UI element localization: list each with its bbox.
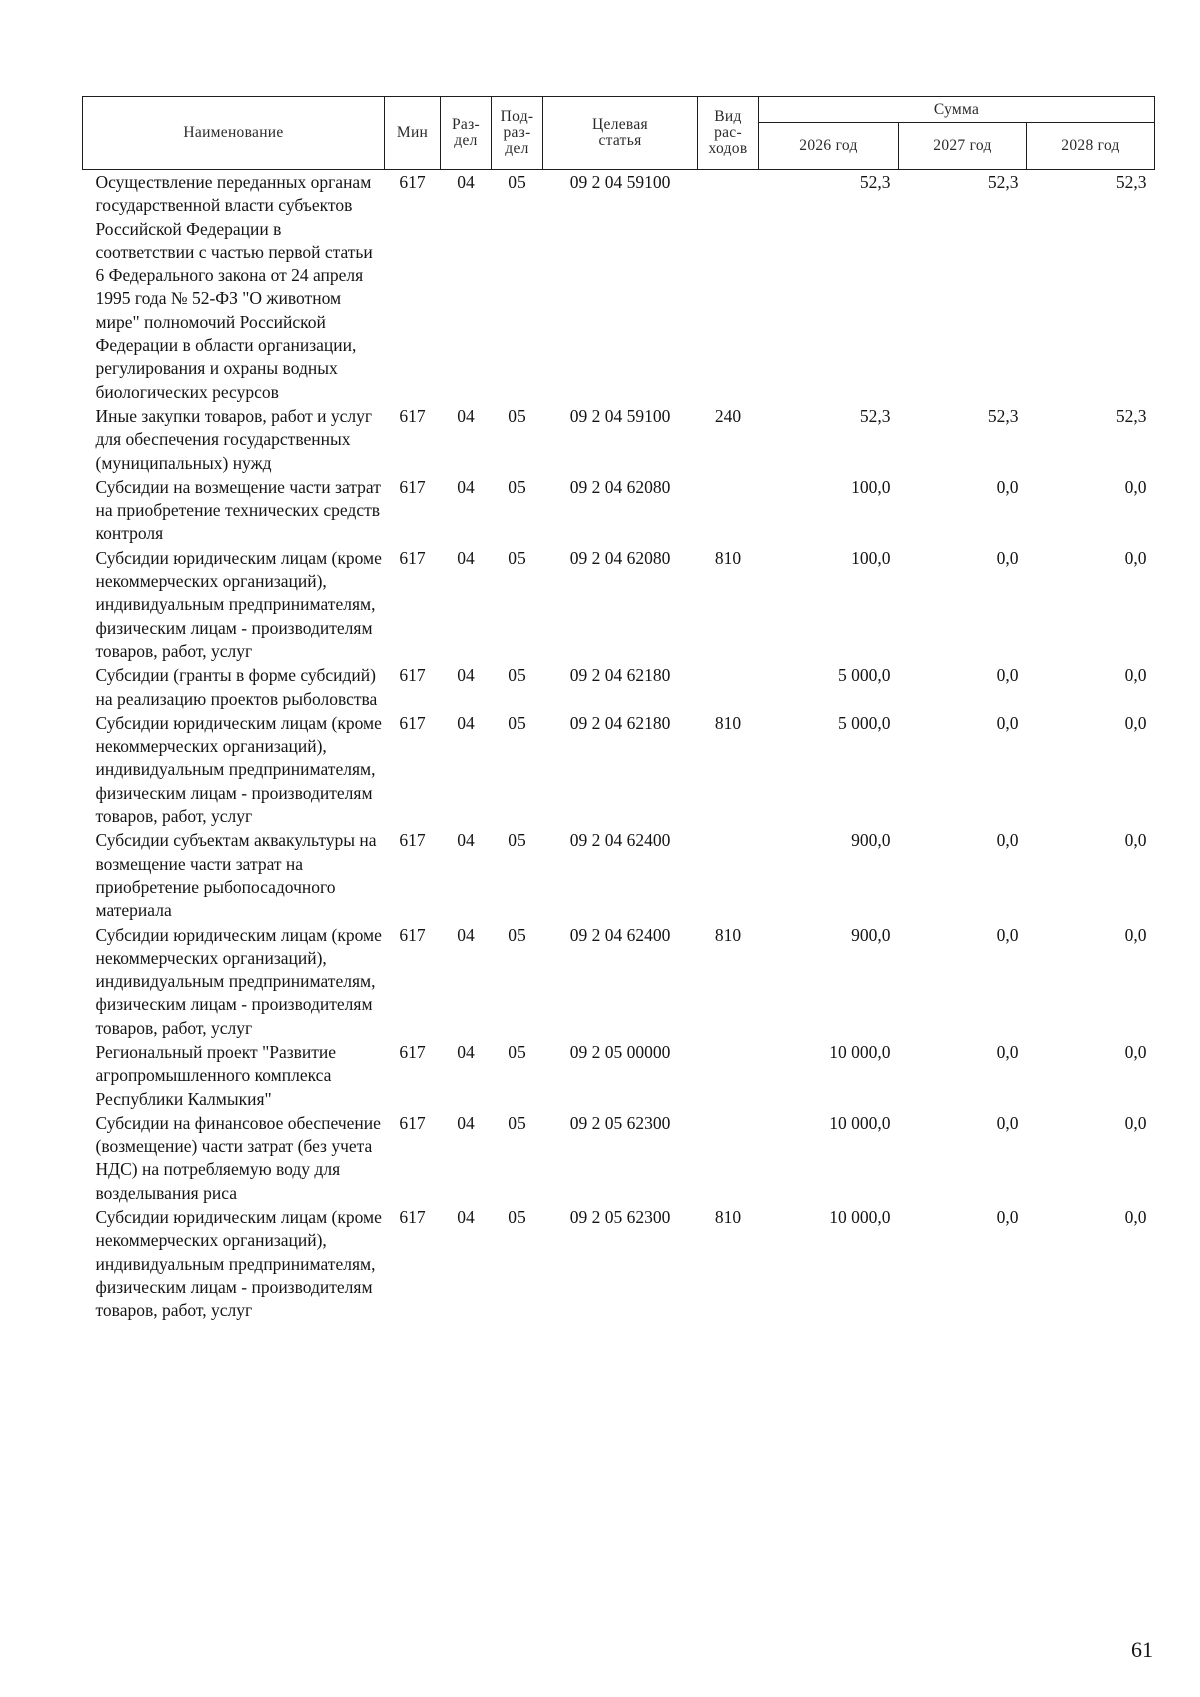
table-row (83, 711, 1155, 828)
row-sum-2026: 5 000,0 (838, 665, 891, 686)
row-name: Субсидии юридическим лицам (кроме некоммерческих организаций), индивидуальным предпринимателям, физическим лицам - производителям товаров, работ, услуг (95, 712, 382, 827)
row-min: 617 (399, 172, 426, 192)
row-vid (698, 475, 759, 546)
table-row (83, 170, 1155, 404)
row-razdel: 04 (457, 665, 475, 686)
row-celevaya: 09 2 04 62400 (569, 830, 671, 851)
row-razdel: 04 (457, 547, 475, 568)
table-row (83, 828, 1155, 922)
row-vid (698, 1111, 759, 1205)
row-podrazdel: 05 (508, 1112, 526, 1133)
table-row (83, 923, 1155, 1040)
row-vid: 810 (714, 712, 742, 733)
row-razdel: 04 (457, 924, 475, 945)
header-year-2026: 2026 год (759, 123, 899, 170)
row-razdel: 04 (457, 1207, 475, 1228)
row-sum-2027: 0,0 (996, 924, 1019, 945)
row-sum-2026: 10 000,0 (829, 1041, 891, 1062)
header-min: Мин (385, 97, 441, 170)
row-min: 617 (399, 476, 426, 497)
row-podrazdel: 05 (508, 830, 526, 851)
row-celevaya: 09 2 04 62180 (569, 665, 671, 686)
row-min: 617 (399, 665, 426, 686)
row-name: Субсидии юридическим лицам (кроме некоммерческих организаций), индивидуальным предпринимателям, физическим лицам - производителям товаров, работ, услуг (95, 547, 382, 661)
row-vid (698, 170, 759, 404)
row-sum-2028: 0,0 (1124, 1207, 1147, 1228)
row-sum-2026: 900,0 (851, 830, 891, 851)
table-row (83, 546, 1155, 663)
header-summa: Сумма (759, 97, 1155, 123)
row-sum-2026: 5 000,0 (838, 712, 891, 733)
table-row (83, 475, 1155, 546)
table-header (83, 97, 1155, 170)
row-sum-2026: 10 000,0 (829, 1207, 891, 1228)
row-sum-2026: 100,0 (851, 547, 891, 568)
row-sum-2026: 52,3 (859, 172, 891, 192)
table-row (83, 1040, 1155, 1111)
table-body (83, 170, 1155, 1323)
row-razdel: 04 (457, 712, 475, 733)
row-name: Субсидии на возмещение части затрат на приобретение технических средств контроля (95, 476, 381, 544)
row-name: Субсидии юридическим лицам (кроме некоммерческих организаций), индивидуальным предпринимателям, физическим лицам - производителям товаров, работ, услуг (95, 1207, 382, 1321)
row-name: Осуществление переданных органам государственной власти субъектов Российской Федерации в соответствии с частью первой статьи 6 Федерального закона от 24 апреля 1995 года № 52-ФЗ "О животном мире" полномочий Российской Федерации в области организации, регулирования и охраны водных биологических ресурсов (95, 172, 373, 402)
row-sum-2028: 0,0 (1124, 665, 1147, 686)
row-podrazdel: 05 (508, 712, 526, 733)
table-row (83, 1205, 1155, 1322)
row-podrazdel: 05 (508, 547, 526, 568)
row-name: Субсидии на финансовое обеспечение (возмещение) части затрат (без учета НДС) на потребляемую воду для возделывания риса (95, 1112, 381, 1203)
header-razdel: Раз- дел (441, 97, 492, 170)
row-vid: 810 (714, 924, 742, 945)
row-sum-2026: 10 000,0 (829, 1112, 891, 1133)
header-vid: Вид рас- ходов (698, 97, 759, 170)
row-sum-2027: 0,0 (996, 476, 1019, 497)
row-name: Субсидии (гранты в форме субсидий) на реализацию проектов рыболовства (95, 665, 378, 709)
header-year-2027: 2027 год (899, 123, 1027, 170)
table-row (83, 404, 1155, 475)
table-row (83, 663, 1155, 711)
row-vid (698, 828, 759, 922)
row-sum-2027: 0,0 (996, 1041, 1019, 1062)
row-sum-2026: 900,0 (851, 924, 891, 945)
row-min: 617 (399, 405, 426, 426)
row-sum-2028: 0,0 (1124, 476, 1147, 497)
row-sum-2028: 0,0 (1124, 712, 1147, 733)
row-sum-2027: 0,0 (996, 830, 1019, 851)
row-razdel: 04 (457, 476, 475, 497)
header-year-2028: 2028 год (1027, 123, 1155, 170)
row-name: Региональный проект "Развитие агропромышленного комплекса Республики Калмыкия" (95, 1041, 337, 1109)
row-podrazdel: 05 (508, 405, 526, 426)
row-vid (698, 663, 759, 711)
row-celevaya: 09 2 05 00000 (569, 1041, 671, 1062)
row-name: Субсидии юридическим лицам (кроме некоммерческих организаций), индивидуальным предпринимателям, физическим лицам - производителям товаров, работ, услуг (95, 924, 382, 1038)
row-podrazdel: 05 (508, 1207, 526, 1228)
row-sum-2026: 100,0 (851, 476, 891, 497)
row-name: Иные закупки товаров, работ и услуг для обеспечения государственных (муниципальных) нужд (95, 405, 373, 473)
row-min: 617 (399, 547, 426, 568)
row-podrazdel: 05 (508, 924, 526, 945)
row-sum-2028: 52,3 (1115, 172, 1147, 192)
row-sum-2026: 52,3 (859, 405, 891, 426)
row-sum-2028: 0,0 (1124, 924, 1147, 945)
row-celevaya: 09 2 05 62300 (569, 1207, 671, 1228)
row-sum-2028: 0,0 (1124, 547, 1147, 568)
row-sum-2027: 52,3 (987, 172, 1019, 192)
row-sum-2027: 52,3 (987, 405, 1019, 426)
row-sum-2028: 0,0 (1124, 1112, 1147, 1133)
row-sum-2028: 52,3 (1115, 405, 1147, 426)
header-podrazdel: Под- раз- дел (492, 97, 543, 170)
row-sum-2027: 0,0 (996, 1112, 1019, 1133)
row-min: 617 (399, 924, 426, 945)
row-name: Субсидии субъектам аквакультуры на возмещение части затрат на приобретение рыбопосадочного материала (95, 830, 377, 921)
row-min: 617 (399, 712, 426, 733)
budget-table (82, 96, 1155, 1323)
row-razdel: 04 (457, 1112, 475, 1133)
row-celevaya: 09 2 05 62300 (569, 1112, 671, 1133)
row-vid: 810 (714, 547, 742, 568)
header-celevaya: Целевая статья (543, 97, 698, 170)
row-sum-2027: 0,0 (996, 1207, 1019, 1228)
row-podrazdel: 05 (508, 665, 526, 686)
header-name: Наименование (83, 97, 385, 170)
row-celevaya: 09 2 04 62400 (569, 924, 671, 945)
row-min: 617 (399, 830, 426, 851)
row-celevaya: 09 2 04 62080 (569, 547, 671, 568)
table-row (83, 1111, 1155, 1205)
row-podrazdel: 05 (508, 172, 526, 192)
row-min: 617 (399, 1112, 426, 1133)
row-sum-2027: 0,0 (996, 547, 1019, 568)
row-podrazdel: 05 (508, 1041, 526, 1062)
row-vid: 240 (714, 405, 742, 426)
row-razdel: 04 (457, 830, 475, 851)
row-podrazdel: 05 (508, 476, 526, 497)
row-vid (698, 1040, 759, 1111)
row-celevaya: 09 2 04 62080 (569, 476, 671, 497)
row-razdel: 04 (457, 1041, 475, 1062)
row-razdel: 04 (457, 172, 475, 192)
page-number: 61 (1131, 1637, 1153, 1662)
row-min: 617 (399, 1207, 426, 1228)
row-celevaya: 09 2 04 62180 (569, 712, 671, 733)
row-min: 617 (399, 1041, 426, 1062)
row-sum-2027: 0,0 (996, 712, 1019, 733)
row-razdel: 04 (457, 405, 475, 426)
row-sum-2027: 0,0 (996, 665, 1019, 686)
row-vid: 810 (714, 1207, 742, 1228)
row-celevaya: 09 2 04 59100 (569, 405, 671, 426)
row-sum-2028: 0,0 (1124, 830, 1147, 851)
row-sum-2028: 0,0 (1124, 1041, 1147, 1062)
row-celevaya: 09 2 04 59100 (569, 172, 671, 192)
